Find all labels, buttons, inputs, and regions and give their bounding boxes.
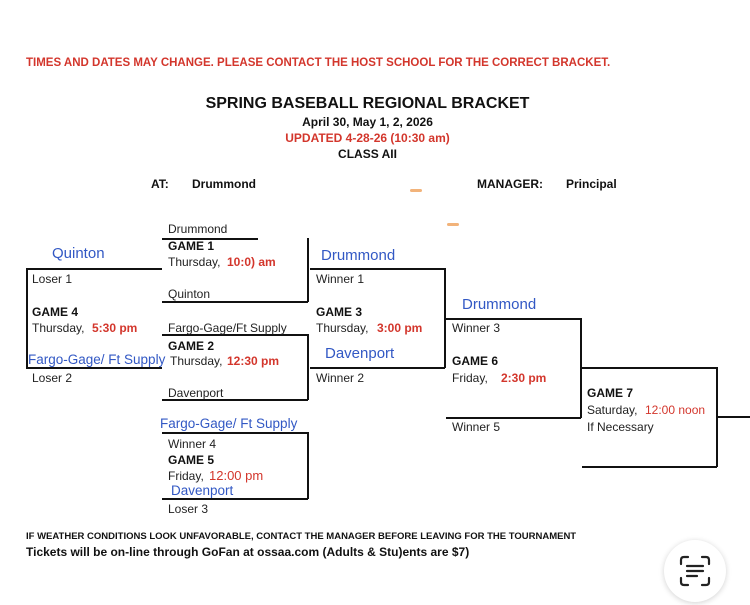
game3-day: Thursday, (316, 321, 369, 335)
updated-stamp: UPDATED 4-28-26 (10:30 am) (285, 131, 450, 145)
game4-label: GAME 4 (32, 305, 79, 319)
scan-text-button[interactable] (664, 540, 726, 602)
manager-label: MANAGER: (477, 177, 543, 191)
game4-time: 5:30 pm (92, 321, 138, 335)
game4-day: Thursday, (32, 321, 85, 335)
game3-label: GAME 3 (316, 305, 363, 319)
at-label: AT: (151, 177, 169, 191)
game3-time: 3:00 pm (377, 321, 423, 335)
game5-day: Friday, (168, 469, 204, 483)
game1-slot-top: Drummond (168, 222, 228, 236)
game4-slot-top: Loser 1 (32, 272, 73, 286)
marker-dash (447, 223, 459, 226)
scan-text-icon (678, 554, 712, 588)
notice-banner: TIMES AND DATES MAY CHANGE. PLEASE CONTACT THE HOST SCHOOL FOR THE CORRECT BRACKET. (26, 57, 611, 69)
game2-day: Thursday, (170, 354, 223, 368)
annotation-fargo-game5: Fargo-Gage/ Ft Supply (160, 416, 298, 431)
annotation-quinton: Quinton (52, 245, 105, 262)
game1-label: GAME 1 (168, 239, 215, 253)
game2-slot-top: Fargo-Gage/Ft Supply (168, 321, 287, 335)
game5-slot-bottom: Loser 3 (168, 502, 209, 516)
game7-time: 12:00 noon (645, 403, 706, 417)
game7-label: GAME 7 (587, 386, 634, 400)
weather-note: IF WEATHER CONDITIONS LOOK UNFAVORABLE, CONTACT THE MANAGER BEFORE LEAVING FOR THE TOURNAMENT (26, 531, 577, 542)
game6-slot-top: Winner 3 (452, 321, 501, 335)
game6-time: 2:30 pm (501, 371, 547, 385)
manager-value: Principal (566, 177, 617, 191)
game6-day: Friday, (452, 371, 488, 385)
class-label: CLASS AII (338, 147, 397, 161)
game2-slot-bottom: Davenport (168, 386, 224, 400)
at-value: Drummond (192, 177, 256, 191)
game1-time: 10:0) am (227, 255, 276, 269)
annotation-drummond-game6: Drummond (462, 296, 537, 313)
game2-label: GAME 2 (168, 339, 215, 353)
annotation-fargo-game4: Fargo-Gage/ Ft Supply (28, 352, 166, 367)
page-title: SPRING BASEBALL REGIONAL BRACKET (205, 95, 530, 112)
game1-day: Thursday, (168, 255, 221, 269)
annotation-drummond-game3: Drummond (321, 247, 396, 264)
game3-slot-bottom: Winner 2 (316, 371, 365, 385)
game5-label: GAME 5 (168, 453, 215, 467)
game5-slot-top: Winner 4 (168, 437, 217, 451)
game3-slot-top: Winner 1 (316, 272, 365, 286)
annotation-davenport-game3: Davenport (325, 345, 395, 362)
game7-note: If Necessary (587, 420, 654, 434)
game2-time: 12:30 pm (227, 354, 280, 368)
annotation-davenport-game5: Davenport (171, 483, 234, 498)
tickets-note: Tickets will be on-line through GoFan at ossaa.com (Adults & Stu)ents are $7) (26, 545, 470, 559)
tournament-dates: April 30, May 1, 2, 2026 (302, 115, 433, 129)
game7-day: Saturday, (587, 403, 638, 417)
game6-label: GAME 6 (452, 354, 499, 368)
game1-slot-bottom: Quinton (168, 287, 211, 301)
marker-dash (410, 189, 422, 192)
game4-slot-bottom: Loser 2 (32, 371, 73, 385)
game6-slot-bottom: Winner 5 (452, 420, 501, 434)
game5-time: 12:00 pm (209, 468, 264, 483)
